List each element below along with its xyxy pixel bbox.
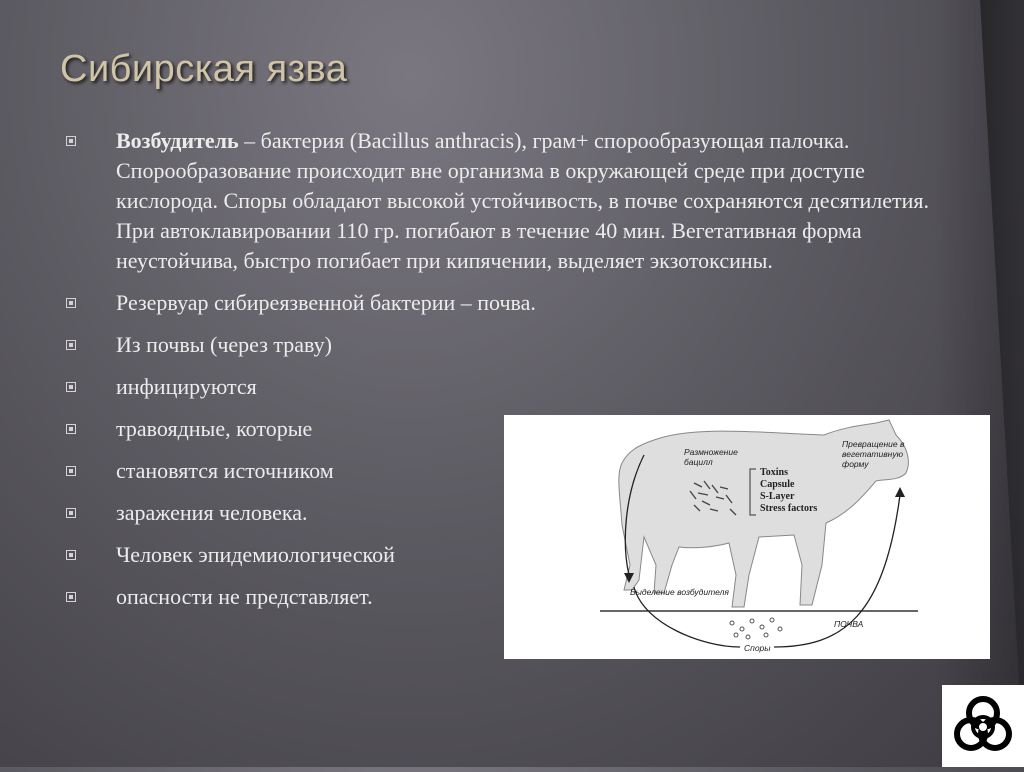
bullet-text: становятся источником xyxy=(116,458,334,483)
bullet-pathogen-text: – бактерия (Bacillus anthracis), грам+ спорообразующая палочка. Спорообразование происходит вне организма в окружающей среде при доступе кислорода. Споры обладают высокой устойчивость, в почве сохраняются десятилетия. При автоклавировании 110 гр. погибают в течение 40 мин. Вегетативная форма неустойчива, быстро погибает при кипячении, выделяет экзотоксины. xyxy=(116,128,930,273)
factor-s-layer: S-Layer xyxy=(760,491,795,502)
factor-stress: Stress factors xyxy=(760,503,818,514)
bullet-item xyxy=(66,330,946,360)
label-soil: ПОЧВА xyxy=(834,619,864,629)
spores xyxy=(730,618,782,639)
bullet-text: заражения человека. xyxy=(116,500,308,525)
slide-title: Сибирская язва xyxy=(60,48,348,90)
bullet-marker-icon xyxy=(66,340,76,350)
bullet-item xyxy=(66,372,946,402)
bullet-item xyxy=(66,288,946,318)
bullet-marker-icon xyxy=(66,508,76,518)
bullet-marker-icon xyxy=(66,592,76,602)
label-reproduction-2: бацилл xyxy=(684,457,713,467)
label-conversion-3: форму xyxy=(842,459,869,469)
bullet-text: травоядные, которые xyxy=(116,416,313,441)
bullet-text: Резервуар сибиреязвенной бактерии – почва. xyxy=(116,290,536,315)
bullet-pathogen xyxy=(66,126,956,276)
bullet-marker-icon xyxy=(66,424,76,434)
bullet-marker-icon xyxy=(66,136,76,146)
biohazard-icon xyxy=(942,685,1024,767)
bullet-text: инфицируются xyxy=(116,374,257,399)
bullet-marker-icon xyxy=(66,466,76,476)
bullet-text: Человек эпидемиологической xyxy=(116,542,395,567)
label-release: Выделение возбудителя xyxy=(630,587,729,597)
label-spores: Споры xyxy=(744,643,771,653)
bullet-text: Из почвы (через траву) xyxy=(116,332,333,357)
bullet-marker-icon xyxy=(66,382,76,392)
label-conversion-2: вегетативную xyxy=(842,449,903,459)
bullet-marker-icon xyxy=(66,550,76,560)
cow-diagram-svg xyxy=(504,415,990,659)
factor-toxins: Toxins xyxy=(760,467,788,478)
anthrax-cycle-diagram xyxy=(504,415,990,659)
factor-capsule: Capsule xyxy=(760,479,795,490)
bullet-marker-icon xyxy=(66,298,76,308)
bullet-pathogen-bold: Возбудитель xyxy=(116,128,239,153)
label-conversion-1: Превращение в xyxy=(842,439,905,449)
label-reproduction-1: Размножение xyxy=(684,447,738,457)
bullet-text: опасности не представляет. xyxy=(116,584,373,609)
